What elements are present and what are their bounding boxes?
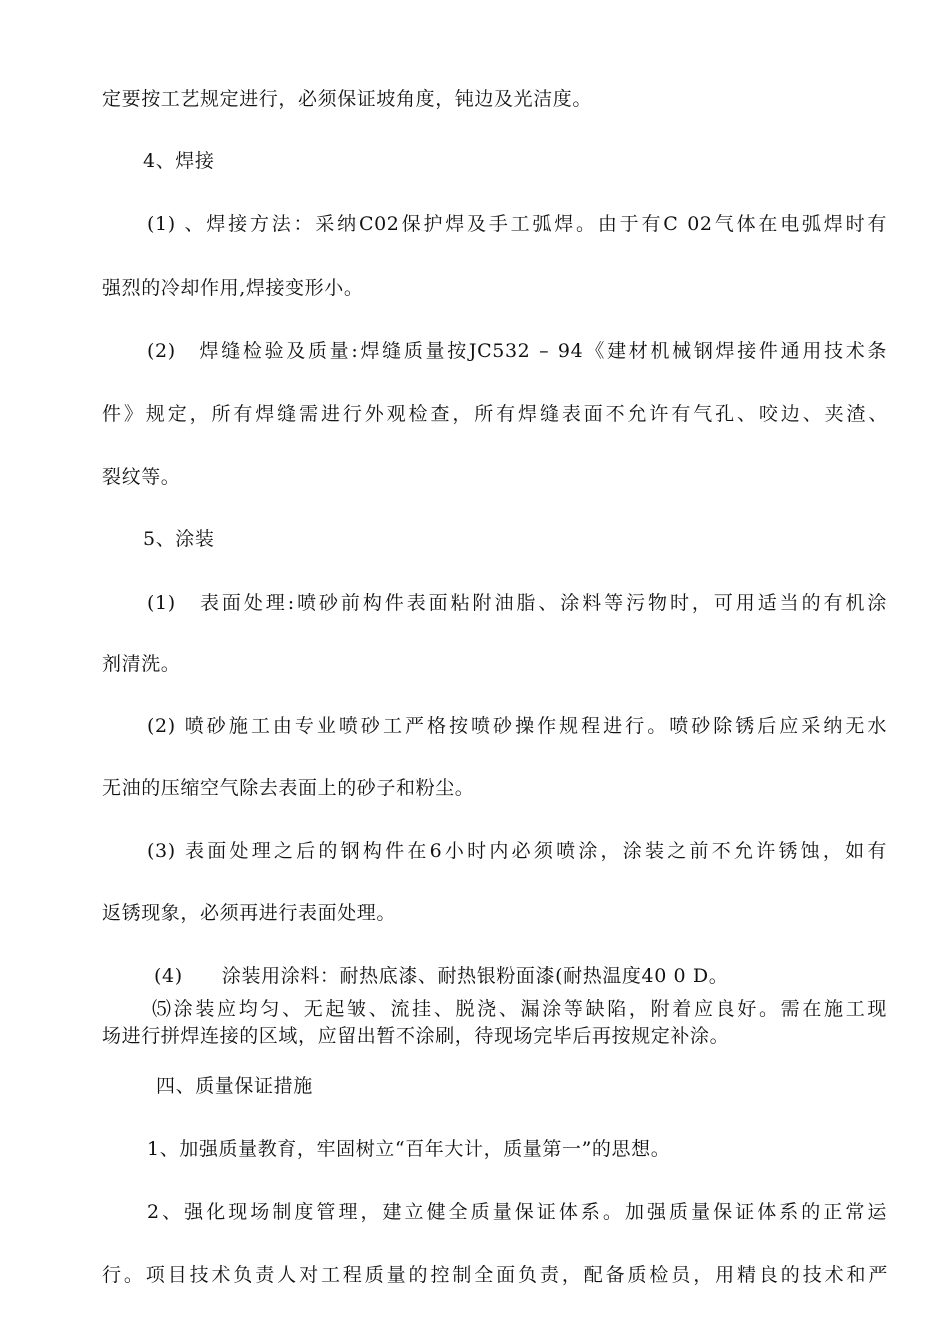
paragraph-line: (1) 表面处理:喷砂前构件表面粘附油脂、涂料等污物时，可用适当的有机涂: [147, 592, 887, 614]
paragraph-line: (4) 涂装用涂料：耐热底漆、耐热银粉面漆(耐热温度40 0 D。: [154, 965, 729, 987]
paragraph-line: (2) 喷砂施工由专业喷砂工严格按喷砂操作规程进行。喷砂除锈后应采纳无水: [147, 715, 887, 737]
paragraph-line: (1) 、焊接方法：采纳C02保护焊及手工弧焊。由于有C 02气体在电弧焊时有: [147, 213, 887, 235]
paragraph-line: ⑸涂装应均匀、无起皱、流挂、脱浇、漏涂等缺陷，附着应良好。需在施工现: [152, 998, 887, 1020]
paragraph-line: 2、强化现场制度管理，建立健全质量保证体系。加强质量保证体系的正常运: [147, 1201, 887, 1223]
paragraph-line: 定要按工艺规定进行，必须保证坡角度，钝边及光洁度。: [102, 88, 593, 110]
section-heading: 4、焊接: [143, 150, 215, 172]
paragraph-line: 无油的压缩空气除去表面上的砂子和粉尘。: [102, 777, 475, 799]
paragraph-line: 行。项目技术负责人对工程质量的控制全面负责，配备质检员，用精良的技术和严: [102, 1264, 888, 1286]
paragraph-line: 裂纹等。: [102, 466, 181, 488]
paragraph-line: (3) 表面处理之后的钢构件在6小时内必须喷涂，涂装之前不允许锈蚀，如有: [147, 840, 887, 862]
paragraph-line: 剂清洗。: [102, 653, 181, 675]
paragraph-line: 场进行拼焊连接的区域，应留出暂不涂刷，待现场完毕后再按规定补涂。: [102, 1025, 730, 1047]
paragraph-line: 件》规定，所有焊缝需进行外观检查，所有焊缝表面不允许有气孔、咬边、夹渣、: [102, 403, 888, 425]
paragraph-line: 强烈的冷却作用,焊接变形小。: [102, 277, 364, 299]
paragraph-line: 1、加强质量教育，牢固树立“百年大计，质量第一”的思想。: [147, 1138, 671, 1160]
section-heading: 5、涂装: [143, 528, 215, 550]
paragraph-line: (2) 焊缝检验及质量:焊缝质量按JC532 – 94《建材机械钢焊接件通用技术条: [147, 340, 887, 362]
section-heading: 四、质量保证措施: [156, 1075, 313, 1097]
paragraph-line: 返锈现象，必须再进行表面处理。: [102, 902, 397, 924]
